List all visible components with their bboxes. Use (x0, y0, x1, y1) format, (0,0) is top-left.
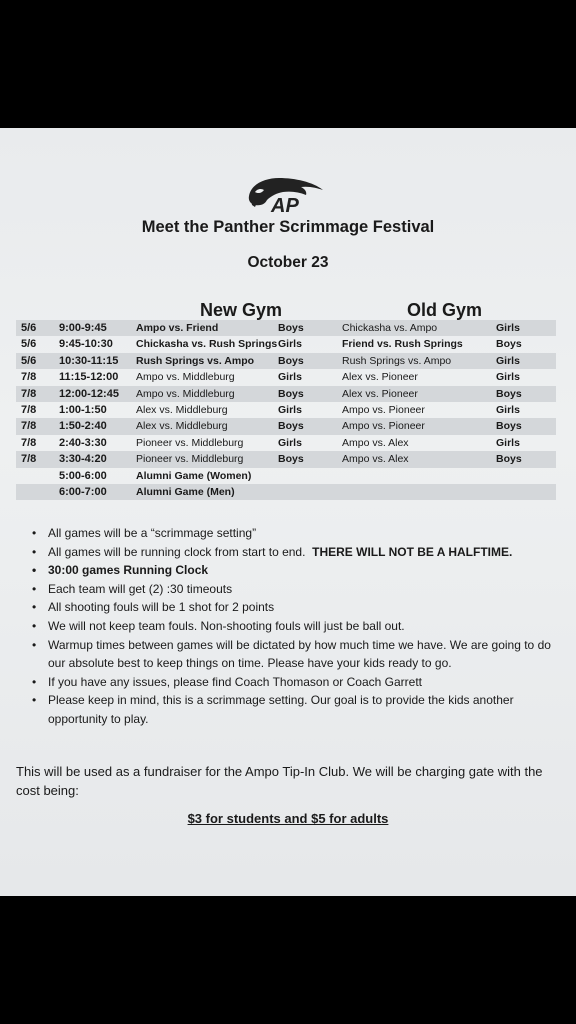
schedule-row (16, 468, 556, 484)
row-time: 3:30-4:20 (59, 453, 107, 466)
old-gym-game: Ampo vs. Pioneer (342, 403, 425, 416)
row-time: 12:00-12:45 (59, 387, 119, 400)
old-gym-group: Boys (496, 387, 522, 400)
new-gym-group: Boys (278, 453, 304, 466)
old-gym-group: Girls (496, 403, 520, 416)
old-gym-game: Alex vs. Pioneer (342, 371, 418, 384)
old-gym-group: Girls (496, 322, 520, 334)
logo-text: AP (271, 195, 299, 214)
rule-item: • 30:00 games Running Clock (30, 561, 566, 580)
row-day: 5/6 (21, 354, 37, 367)
rule-text: All games will be running clock from start to end. (48, 544, 306, 559)
schedule-row (16, 353, 556, 369)
old-gym-group: Girls (496, 436, 520, 449)
new-gym-group: Boys (278, 354, 304, 367)
new-gym-game: Pioneer vs. Middleburg (136, 436, 244, 449)
row-time: 5:00-6:00 (59, 469, 107, 482)
old-gym-game: Rush Springs vs. Ampo (342, 354, 452, 367)
schedule-row (16, 320, 556, 336)
old-gym-group: Girls (496, 371, 520, 384)
row-day: 7/8 (21, 436, 37, 449)
flyer-page (0, 128, 576, 896)
old-gym-game: Ampo vs. Pioneer (342, 420, 425, 433)
new-gym-game: Chickasha vs. Rush Springs (136, 338, 278, 351)
new-gym-group: Boys (278, 420, 304, 433)
old-gym-group: Boys (496, 453, 522, 466)
new-gym-group: Girls (278, 338, 302, 351)
row-day: 5/6 (21, 322, 37, 334)
row-time: 9:45-10:30 (59, 338, 113, 351)
new-gym-game: Pioneer vs. Middleburg (136, 453, 244, 466)
row-time: 1:00-1:50 (59, 403, 107, 416)
rule-item: • Each team will get (2) :30 timeouts (30, 580, 566, 599)
gate-cost: $3 for students and $5 for adults (187, 811, 389, 826)
old-gym-game: Ampo vs. Alex (342, 453, 409, 466)
new-gym-group: Girls (278, 371, 302, 384)
old-gym-game: Ampo vs. Alex (342, 436, 409, 449)
old-gym-heading: Old Gym (407, 300, 483, 320)
rule-emphasis: THERE WILL NOT BE A HALFTIME. (312, 544, 513, 559)
rule-item (30, 543, 566, 562)
row-day: 7/8 (21, 453, 37, 466)
schedule-row (16, 484, 556, 500)
schedule-row (16, 402, 556, 418)
rule-item: • Warmup times between games will be dictated by how much time we have. We are going to do our absolute best to keep things on time. Please have your kids ready to go. (30, 636, 566, 673)
new-gym-game: Alex vs. Middleburg (136, 403, 228, 416)
row-day: 5/6 (21, 338, 37, 351)
row-day: 7/8 (21, 371, 37, 384)
row-day: 7/8 (21, 403, 37, 416)
new-gym-game: Alumni Game (Men) (136, 485, 235, 498)
schedule-row (16, 435, 556, 451)
old-gym-group: Boys (496, 338, 522, 351)
rules-list (30, 524, 566, 729)
old-gym-game: Chickasha vs. Ampo (342, 322, 438, 334)
rule-item: • All shooting fouls will be 1 shot for 2 points (30, 598, 566, 617)
new-gym-group: Girls (278, 403, 302, 416)
rule-item: • We will not keep team fouls. Non-shooting fouls will just be ball out. (30, 617, 566, 636)
schedule-row (16, 336, 556, 352)
schedule-row (16, 418, 556, 434)
panther-logo-icon (243, 174, 327, 214)
new-gym-heading: New Gym (200, 300, 283, 320)
schedule-row (16, 451, 556, 467)
page-title: Meet the Panther Scrimmage Festival (141, 218, 435, 236)
old-gym-game: Alex vs. Pioneer (342, 387, 418, 400)
new-gym-group: Boys (278, 322, 304, 334)
fundraiser-note: This will be used as a fundraiser for the Ampo Tip-In Club. We will be charging gate with the cost being: (16, 764, 543, 798)
old-gym-game: Friend vs. Rush Springs (342, 338, 463, 351)
row-day: 7/8 (21, 387, 37, 400)
new-gym-game: Alex vs. Middleburg (136, 420, 228, 433)
new-gym-game: Rush Springs vs. Ampo (136, 354, 255, 367)
schedule-row (16, 369, 556, 385)
new-gym-game: Ampo vs. Friend (136, 322, 219, 334)
schedule-table (16, 320, 556, 500)
new-gym-game: Ampo vs. Middleburg (136, 371, 235, 384)
new-gym-game: Ampo vs. Middleburg (136, 387, 235, 400)
row-time: 1:50-2:40 (59, 420, 107, 433)
row-time: 11:15-12:00 (59, 371, 119, 384)
event-date: October 23 (247, 254, 329, 271)
row-time: 9:00-9:45 (59, 322, 107, 334)
row-time: 2:40-3:30 (59, 436, 107, 449)
rule-item: • All games will be a “scrimmage setting” (30, 524, 566, 543)
row-time: 10:30-11:15 (59, 354, 119, 367)
new-gym-game: Alumni Game (Women) (136, 469, 252, 482)
row-day: 7/8 (21, 420, 37, 433)
rule-item: • Please keep in mind, this is a scrimmage setting. Our goal is to provide the kids another opportunity to play. (30, 691, 566, 728)
new-gym-group: Boys (278, 387, 304, 400)
new-gym-group: Girls (278, 436, 302, 449)
old-gym-group: Girls (496, 354, 520, 367)
rule-item: • If you have any issues, please find Coach Thomason or Coach Garrett (30, 673, 566, 692)
old-gym-group: Boys (496, 420, 522, 433)
schedule-row (16, 386, 556, 402)
row-time: 6:00-7:00 (59, 485, 107, 498)
